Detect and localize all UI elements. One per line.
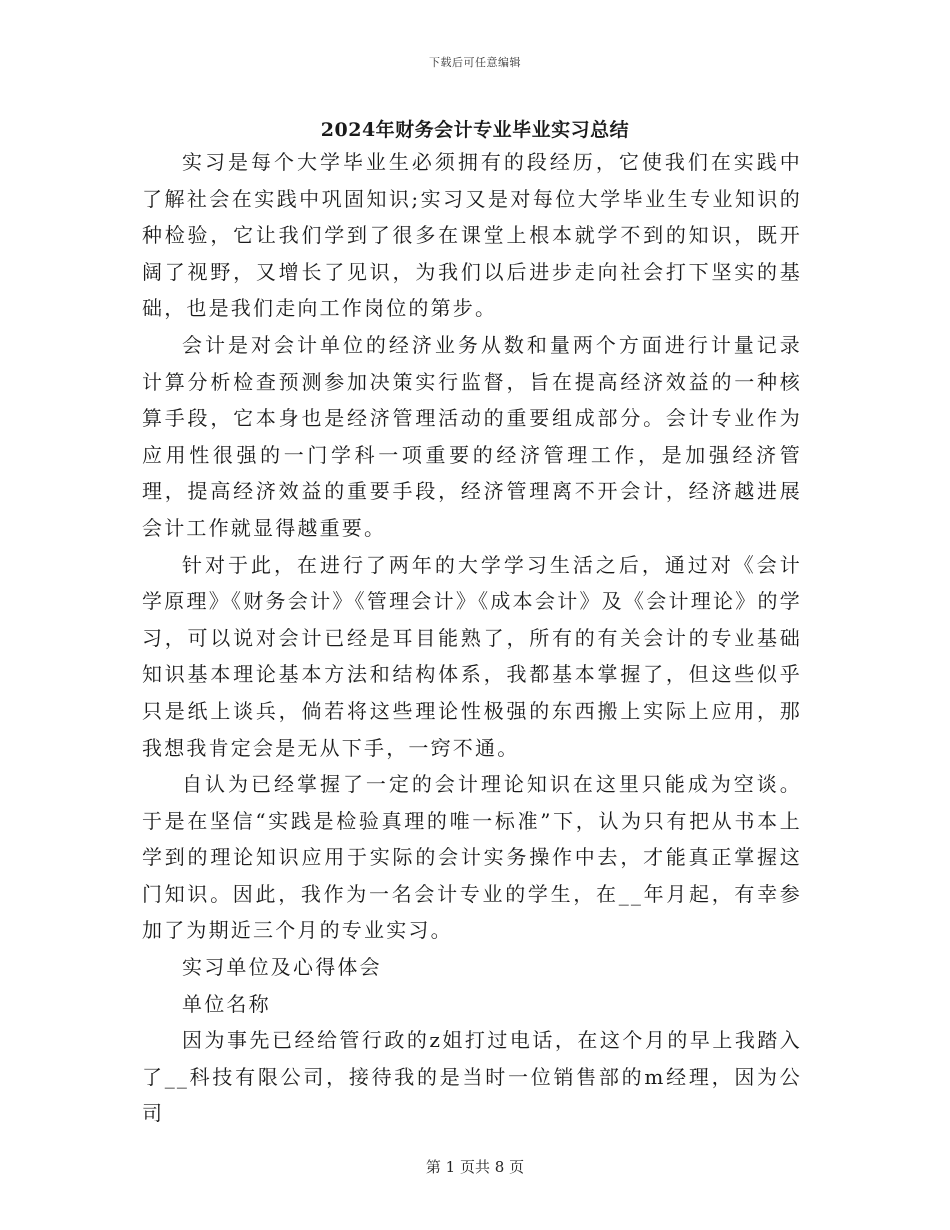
paragraph: 针对于此，在进行了两年的大学学习生活之后，通过对《会计学原理》《财务会计》《管理会计》《成本会计》及《会计理论》的学习，可以说对会计已经是耳目能熟了，所有的有关会计的专业基础知识基本理论基本方法和结构体系，我都基本掌握了，但这些似乎只是纸上谈兵，倘若将这些理论性极强的东西搬上实际上应用，那我想我肯定会是无从下手，一窍不通。 [142,552,802,760]
paragraph: 因为事先已经给管行政的z姐打过电话，在这个月的早上我踏入了__科技有限公司，接待我的是当时一位销售部的m经理，因为公司 [142,1028,802,1126]
page-footer: 第 1 页共 8 页 [425,1158,525,1176]
paragraph: 实习是每个大学毕业生必须拥有的段经历，它使我们在实践中了解社会在实践中巩固知识;实习又是对每位大学毕业生专业知识的种检验，它让我们学到了很多在课堂上根本就学不到的知识，既开阔了视野，又增长了见识，为我们以后进步走向社会打下坚实的基础，也是我们走向工作岗位的第步。 [142,150,802,321]
document-title: 2024年财务会计专业毕业实习总结 [320,119,630,141]
document-body [142,144,802,1132]
subsection-heading: 单位名称 [182,991,271,1016]
header-note: 下载后可任意编辑 [429,56,521,69]
paragraph: 自认为已经掌握了一定的会计理论知识在这里只能成为空谈。于是在坚信“实践是检验真理的唯一标准”下，认为只有把从书本上学到的理论知识应用于实际的会计实务操作中去，才能真正掌握这门知识。因此，我作为一名会计专业的学生，在__年月起，有幸参加了为期近三个月的专业实习。 [142,772,802,943]
section-heading: 实习单位及心得体会 [182,955,382,980]
paragraph: 会计是对会计单位的经济业务从数和量两个方面进行计量记录计算分析检查预测参加决策实行监督，旨在提高经济效益的一种核算手段，它本身也是经济管理活动的重要组成部分。会计专业作为应用性很强的一门学科一项重要的经济管理工作，是加强经济管理，提高经济效益的重要手段，经济管理离不开会计，经济越进展会计工作就显得越重要。 [142,332,802,540]
